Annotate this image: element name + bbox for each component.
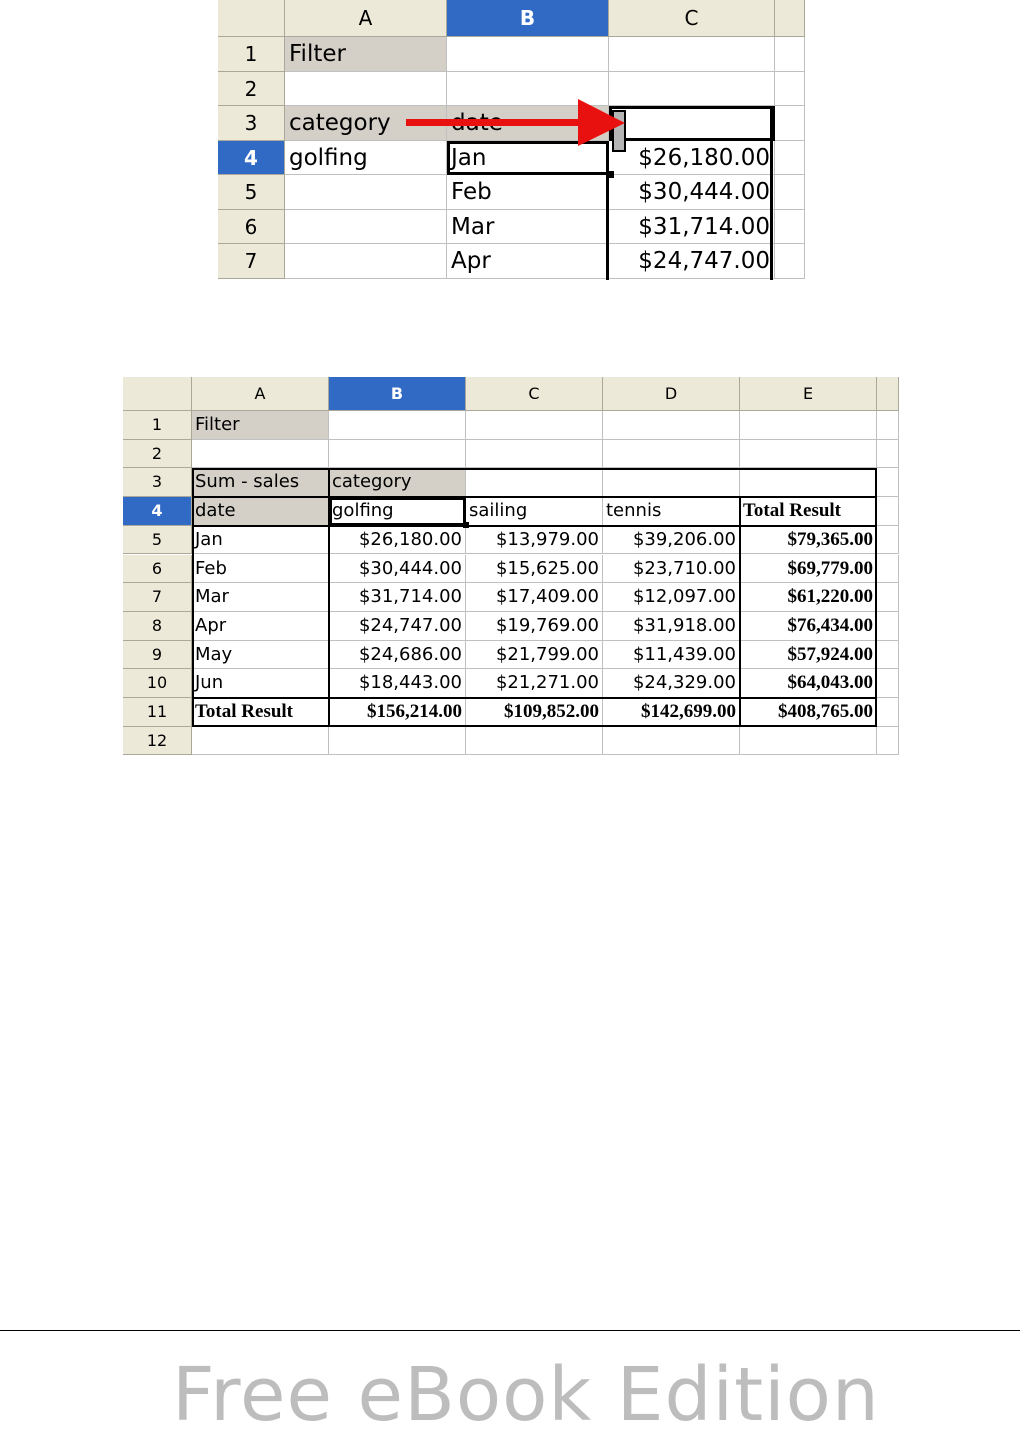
fill-handle[interactable] <box>463 522 469 528</box>
row-header-6[interactable]: 6 <box>123 555 192 584</box>
pivot-cell-partial-5[interactable] <box>877 526 899 555</box>
footer-rule <box>0 1330 1020 1331</box>
pivot-cell-8-4[interactable]: $76,434.00 <box>740 612 877 641</box>
cell-a1[interactable]: Filter <box>285 37 447 72</box>
column-header-d[interactable]: D <box>603 377 740 411</box>
pivot-cell-4-3[interactable]: tennis <box>603 497 740 526</box>
row-header-3[interactable]: 3 <box>218 106 285 141</box>
pivot-cell-partial-8[interactable] <box>877 612 899 641</box>
pivot-cell-11-3[interactable]: $142,699.00 <box>603 698 740 727</box>
pivot-cell-3-1[interactable]: category <box>329 468 466 497</box>
pivot-cell-1-1[interactable] <box>329 411 466 440</box>
pivot-cell-12-0[interactable] <box>192 727 329 756</box>
pivot-cell-1-3[interactable] <box>603 411 740 440</box>
pivot-cell-partial-2[interactable] <box>877 440 899 469</box>
pivot-cell-5-1[interactable]: $26,180.00 <box>329 526 466 555</box>
pivot-cell-partial-12[interactable] <box>877 727 899 756</box>
pivot-line-total <box>192 697 877 699</box>
pivot-cell-4-0[interactable]: date <box>192 497 329 526</box>
cell-c6[interactable]: $31,714.00 <box>609 210 775 245</box>
row-header-7[interactable]: 7 <box>123 583 192 612</box>
row-header-5[interactable]: 5 <box>123 526 192 555</box>
pivot-cell-partial-3[interactable] <box>877 468 899 497</box>
drag-arrow-icon <box>400 94 640 164</box>
pivot-cell-1-2[interactable] <box>466 411 603 440</box>
pivot-cell-9-3[interactable]: $11,439.00 <box>603 641 740 670</box>
pivot-cell-11-4[interactable]: $408,765.00 <box>740 698 877 727</box>
pivot-cell-12-3[interactable] <box>603 727 740 756</box>
pivot-cell-partial-1[interactable] <box>877 411 899 440</box>
cell-a4[interactable]: golfing <box>285 141 447 176</box>
row-header-1[interactable]: 1 <box>123 411 192 440</box>
pivot-cell-11-1[interactable]: $156,214.00 <box>329 698 466 727</box>
pivot-cell-2-3[interactable] <box>603 440 740 469</box>
range-border <box>770 106 773 280</box>
cell-a3[interactable]: category <box>285 106 447 141</box>
pivot-cell-12-1[interactable] <box>329 727 466 756</box>
cell-c1[interactable] <box>609 37 775 72</box>
pivot-cell-7-0[interactable]: Mar <box>192 583 329 612</box>
pivot-cell-7-4[interactable]: $61,220.00 <box>740 583 877 612</box>
pivot-cell-8-2[interactable]: $19,769.00 <box>466 612 603 641</box>
row-header-4[interactable]: 4 <box>123 497 192 526</box>
cell-b5[interactable]: Feb <box>447 175 609 210</box>
cell-cursor <box>329 497 466 526</box>
pivot-cell-5-3[interactable]: $39,206.00 <box>603 526 740 555</box>
pivot-cell-partial-10[interactable] <box>877 669 899 698</box>
cell-partial-6[interactable] <box>775 210 805 245</box>
pivot-cell-8-3[interactable]: $31,918.00 <box>603 612 740 641</box>
corner-cell[interactable] <box>123 377 192 411</box>
pivot-cell-1-4[interactable] <box>740 411 877 440</box>
pivot-cell-partial-11[interactable] <box>877 698 899 727</box>
row-header-2[interactable]: 2 <box>123 440 192 469</box>
cell-partial-3[interactable] <box>775 106 805 141</box>
pivot-line-cole <box>739 497 741 727</box>
cell-partial-7[interactable] <box>775 244 805 279</box>
pivot-cell-2-2[interactable] <box>466 440 603 469</box>
column-header-partial[interactable] <box>877 377 899 411</box>
cell-c5[interactable]: $30,444.00 <box>609 175 775 210</box>
row-header-4[interactable]: 4 <box>218 141 285 176</box>
pivot-cell-10-3[interactable]: $24,329.00 <box>603 669 740 698</box>
pivot-line-row4 <box>192 496 877 498</box>
pivot-cell-2-4[interactable] <box>740 440 877 469</box>
pivot-cell-10-2[interactable]: $21,271.00 <box>466 669 603 698</box>
pivot-cell-9-4[interactable]: $57,924.00 <box>740 641 877 670</box>
cell-a7[interactable] <box>285 244 447 279</box>
cell-a5[interactable] <box>285 175 447 210</box>
row-header-12[interactable]: 12 <box>123 727 192 756</box>
pivot-cell-3-0[interactable]: Sum - sales <box>192 468 329 497</box>
pivot-cell-3-2[interactable] <box>466 468 603 497</box>
pivot-cell-8-1[interactable]: $24,747.00 <box>329 612 466 641</box>
row-header-2[interactable]: 2 <box>218 72 285 107</box>
cell-b7[interactable]: Apr <box>447 244 609 279</box>
cell-partial-1[interactable] <box>775 37 805 72</box>
pivot-cell-4-4[interactable]: Total Result <box>740 497 877 526</box>
column-header-partial[interactable] <box>775 0 805 37</box>
cell-partial-4[interactable] <box>775 141 805 176</box>
pivot-cell-12-4[interactable] <box>740 727 877 756</box>
column-header-c[interactable]: C <box>466 377 603 411</box>
cell-a6[interactable] <box>285 210 447 245</box>
pivot-cell-7-2[interactable]: $17,409.00 <box>466 583 603 612</box>
row-header-5[interactable]: 5 <box>218 175 285 210</box>
cell-partial-5[interactable] <box>775 175 805 210</box>
pivot-cell-3-4[interactable] <box>740 468 877 497</box>
pivot-cell-7-1[interactable]: $31,714.00 <box>329 583 466 612</box>
pivot-cell-2-0[interactable] <box>192 440 329 469</box>
pivot-cell-partial-9[interactable] <box>877 641 899 670</box>
pivot-cell-10-4[interactable]: $64,043.00 <box>740 669 877 698</box>
row-header-3[interactable]: 3 <box>123 468 192 497</box>
pivot-cell-6-1[interactable]: $30,444.00 <box>329 555 466 584</box>
footer-text: Free eBook Edition <box>172 1352 880 1438</box>
pivot-cell-10-0[interactable]: Jun <box>192 669 329 698</box>
pivot-cell-6-3[interactable]: $23,710.00 <box>603 555 740 584</box>
row-header-1[interactable]: 1 <box>218 37 285 72</box>
pivot-cell-6-2[interactable]: $15,625.00 <box>466 555 603 584</box>
pivot-cell-7-3[interactable]: $12,097.00 <box>603 583 740 612</box>
pivot-cell-9-0[interactable]: May <box>192 641 329 670</box>
pivot-cell-6-0[interactable]: Feb <box>192 555 329 584</box>
row-header-6[interactable]: 6 <box>218 210 285 245</box>
cell-c7[interactable]: $24,747.00 <box>609 244 775 279</box>
row-header-8[interactable]: 8 <box>123 612 192 641</box>
pivot-cell-11-2[interactable]: $109,852.00 <box>466 698 603 727</box>
pivot-cell-8-0[interactable]: Apr <box>192 612 329 641</box>
pivot-cell-3-3[interactable] <box>603 468 740 497</box>
cell-b4[interactable]: Jan <box>447 141 609 176</box>
pivot-cell-11-0[interactable]: Total Result <box>192 698 329 727</box>
pivot-cell-partial-7[interactable] <box>877 583 899 612</box>
pivot-cell-4-1[interactable]: golfing <box>329 497 466 526</box>
column-header-c[interactable]: C <box>609 0 775 37</box>
pivot-cell-10-1[interactable]: $18,443.00 <box>329 669 466 698</box>
pivot-cell-5-4[interactable]: $79,365.00 <box>740 526 877 555</box>
column-header-e[interactable]: E <box>740 377 877 411</box>
column-header-b[interactable]: B <box>329 377 466 411</box>
pivot-cell-1-0[interactable]: Filter <box>192 411 329 440</box>
pivot-cell-12-2[interactable] <box>466 727 603 756</box>
pivot-cell-6-4[interactable]: $69,779.00 <box>740 555 877 584</box>
pivot-cell-9-2[interactable]: $21,799.00 <box>466 641 603 670</box>
row-header-11[interactable]: 11 <box>123 698 192 727</box>
pivot-cell-4-2[interactable]: sailing <box>466 497 603 526</box>
pivot-cell-5-2[interactable]: $13,979.00 <box>466 526 603 555</box>
pivot-cell-partial-6[interactable] <box>877 555 899 584</box>
column-header-a[interactable]: A <box>192 377 329 411</box>
pivot-cell-partial-4[interactable] <box>877 497 899 526</box>
pivot-cell-9-1[interactable]: $24,686.00 <box>329 641 466 670</box>
corner-cell[interactable] <box>218 0 285 37</box>
pivot-line-data <box>192 525 877 527</box>
bottom-spreadsheet <box>123 377 899 754</box>
row-header-10[interactable]: 10 <box>123 669 192 698</box>
cell-c4[interactable]: $26,180.00 <box>609 141 775 176</box>
pivot-cell-5-0[interactable]: Jan <box>192 526 329 555</box>
cell-b6[interactable]: Mar <box>447 210 609 245</box>
pivot-cell-2-1[interactable] <box>329 440 466 469</box>
row-header-7[interactable]: 7 <box>218 244 285 279</box>
cell-partial-2[interactable] <box>775 72 805 107</box>
column-header-a[interactable]: A <box>285 0 447 37</box>
row-header-9[interactable]: 9 <box>123 641 192 670</box>
cell-b1[interactable] <box>447 37 609 72</box>
column-header-b[interactable]: B <box>447 0 609 37</box>
